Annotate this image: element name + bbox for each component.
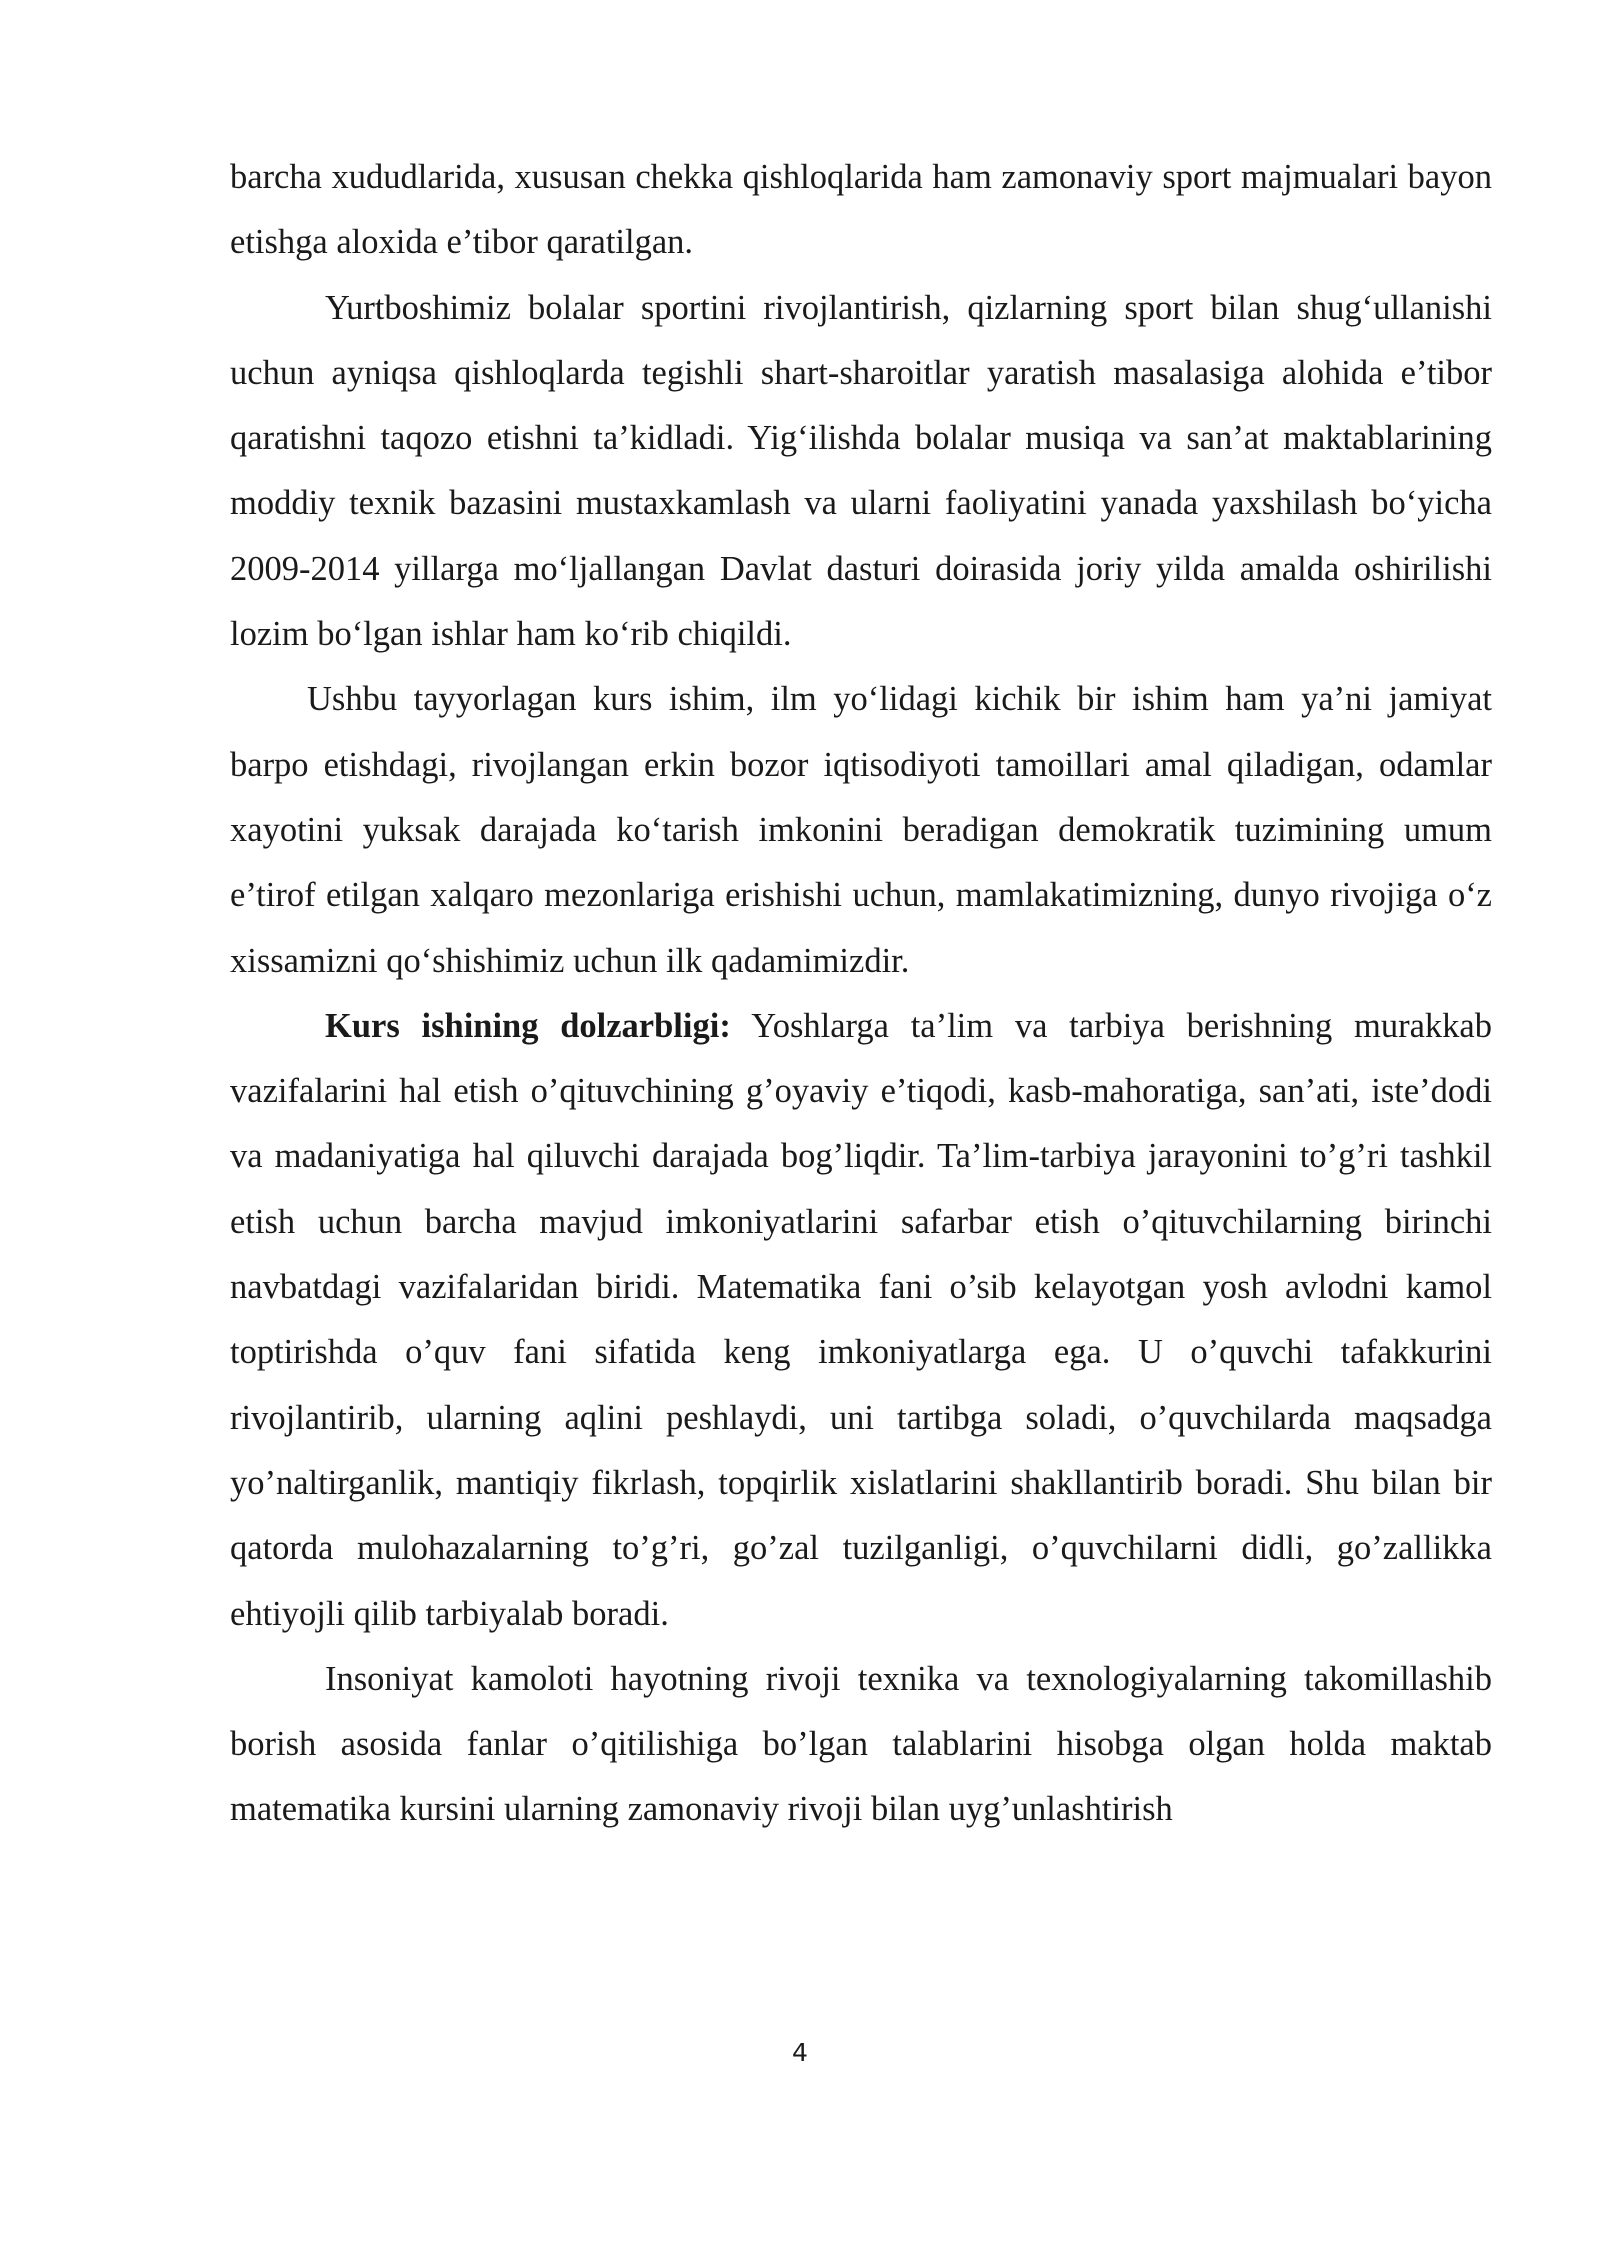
paragraph-text: Ushbu tayyorlagan kurs ishim, ilm yo‘lidagi kichik bir ishim ham ya’ni jamiyat barpo etishdagi, rivojlangan erkin bozor iqtisodiyoti tamoillari amal qiladigan, odamlar xayotini yuksak darajada ko‘tarish imkonini beradigan demokratik tuzimining umum e’tirof etilgan xalqaro mezonlariga erishishi uchun, mamlakatimizning, dunyo rivojiga o‘z xissamizni qo‘shishimiz uchun ilk qadamimizdir. (230, 680, 1492, 980)
page-number: 4 (792, 2038, 808, 2067)
paragraph-text: Insoniyat kamoloti hayotning rivoji texnika va texnologiyalarning takomillashib borish asosida fanlar o’qitilishiga bo’lgan talablarini hisobga olgan holda maktab matematika kursini ularning zamonaviy rivoji bilan uyg’unlashtirish (230, 1659, 1492, 1829)
paragraph-text: Yurtboshimiz bolalar sportini rivojlantirish, qizlarning sport bilan shug‘ullanishi uchun ayniqsa qishloqlarda tegishli shart-sharoitlar yaratish masalasiga alohida e’tibor qaratishni taqozo etishni ta’kidladi. Yig‘ilishda bolalar musiqa va san’at maktablarining moddiy texnik bazasini mustaxkamlash va ularni faoliyatini yanada yaxshilash bo‘yicha 2009-2014 yillarga mo‘ljallangan Davlat dasturi doirasida joriy yilda amalda oshirilishi lozim bo‘lgan ishlar ham ko‘rib chiqildi. (230, 288, 1492, 654)
body-text (230, 145, 1492, 1843)
paragraph-relevance (230, 994, 1492, 1647)
relevance-heading: Kurs ishining dolzarbligi: (325, 1006, 731, 1045)
paragraph-sport-development (230, 276, 1492, 668)
paragraph-humanity-progress (230, 1647, 1492, 1843)
paragraph-text: Yoshlarga ta’lim va tarbiya berishning murakkab vazifalarini hal etish o’qituvchining g’oyaviy e’tiqodi, kasb-mahoratiga, san’ati, iste’dodi va madaniyatiga hal qiluvchi darajada bog’liqdir. Ta’lim-tarbiya jarayonini to’g’ri tashkil etish uchun barcha mavjud imkoniyatlarini safarbar etish o’qituvchilarning birinchi navbatdagi vazifalaridan biridi. Matematika fani o’sib kelayotgan yosh avlodni kamol toptirishda o’quv fani sifatida keng imkoniyatlarga ega. U o’quvchi tafakkurini rivojlantirib, ularning aqlini peshlaydi, uni tartibga soladi, o’quvchilarda maqsadga yo’naltirganlik, mantiqiy fikrlash, topqirlik xislatlarini shakllantirib boradi. Shu bilan bir qatorda mulohazalarning to’g’ri, go’zal tuzilganligi, o’quvchilarni didli, go’zallikka ehtiyojli qilib tarbiyalab boradi. (230, 1006, 1492, 1633)
paragraph-course-work (230, 667, 1492, 993)
paragraph-continuation (230, 145, 1492, 276)
paragraph-text: barcha xududlarida, xususan chekka qishloqlarida ham zamonaviy sport majmualari bayon etishga aloxida e’tibor qaratilgan. (230, 158, 1492, 262)
